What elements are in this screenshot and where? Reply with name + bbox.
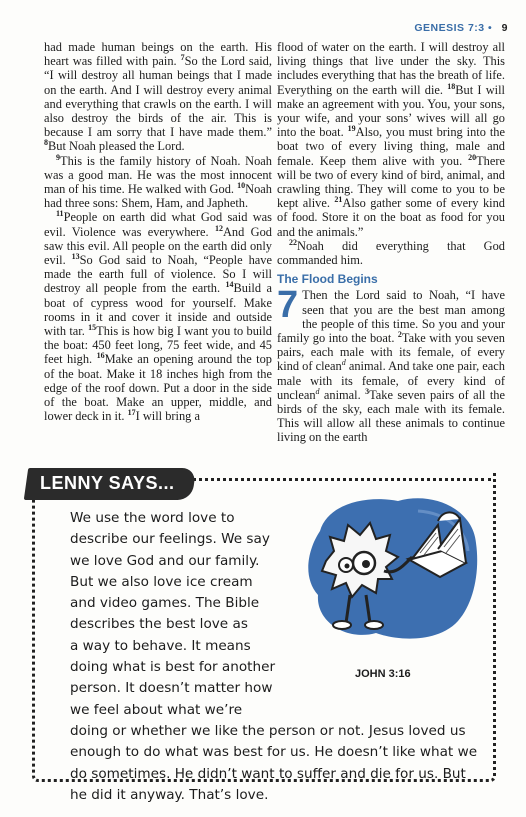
glossary-mark: d xyxy=(315,386,320,396)
chapter-dropcap: 7 xyxy=(277,284,299,327)
lenny-body-text xyxy=(70,508,490,806)
lenny-narrow-lines xyxy=(70,508,288,721)
paragraph: $^9$This is the family history of Noah. Noah was a good man. He was the most innocent man of his time. He walked with God. $^{10}$Noah had three sons: Shem, Ham, and Japheth. xyxy=(44,152,272,211)
verse-number: 19 xyxy=(347,124,356,134)
lenny-title: LENNY SAYS... xyxy=(40,473,175,493)
scripture-reference: JOHN 3:16 xyxy=(355,668,411,680)
text-line: person. It doesn’t matter how xyxy=(70,680,273,697)
text-line: enough to do what was best for us. He doesn’t like what we xyxy=(70,744,478,761)
paragraph: 7 Then the Lord said to Noah, “I have seen that you are the best man among the people of this time. So you and your family go into the boat. $^2$Take with you seven pairs, each male with its female, of every kind of clean$^d$ animal. And take one pair, each male with its female, of every kind of unclean$^d$ animal. $^3$Take seven pairs of all the birds of the sky, each male with its female. This will allow all these animals to continue living on the earth xyxy=(277,284,505,445)
head-separator: • xyxy=(488,22,493,34)
verse-number: 22 xyxy=(289,237,297,247)
lenny-wide-lines xyxy=(70,721,490,806)
verse-number: 10 xyxy=(237,180,246,190)
glossary-mark: d xyxy=(341,358,346,368)
verse-number: 11 xyxy=(56,209,64,219)
text-line: We use the word love to xyxy=(70,510,235,526)
paragraph: had made human beings on the earth. His heart was filled with pain. $^7$So the Lord said, “I will destroy all human beings that I made on the earth. And I will destroy every animal and everything that crawls on the earth. I will also destroy the birds of the air. This is because I am sorry that I have made them.” $^8$But Noah pleased the Lord. xyxy=(44,40,272,154)
text-line: a way to behave. It means xyxy=(70,637,251,654)
verse-number: 21 xyxy=(334,195,343,205)
verse-number: 7 xyxy=(180,53,185,63)
verse-number: 8 xyxy=(44,138,48,148)
verse-number: 12 xyxy=(214,223,223,233)
page-number: 9 xyxy=(501,22,508,34)
section-heading: The Flood Begins xyxy=(277,272,378,287)
verse-number: 16 xyxy=(96,351,105,361)
text-line: But we also love ice cream xyxy=(70,573,253,590)
paragraph: flood of water on the earth. I will destroy all living things that live under the sky. This includes everything that has the breath of life. Everything on the earth will die. $^{18}$But I will make an agreement with you. You, your sons, your wife, and your sons’ wives will all go into the boat. $^{19}$Also, you must bring into the boat two of every living thing, male and female. Keep them alive with you. $^{20}$There will be two of every kind of bird, animal, and crawling thing. They will come to you to be kept alive. $^{21}$Also gather some of every kind of food. Store it on the boat as food for you and the animals.” xyxy=(277,40,506,239)
verse-number: 13 xyxy=(71,251,80,261)
verse-number: 14 xyxy=(225,280,234,290)
verse-number: 18 xyxy=(447,81,456,91)
verse-number: 15 xyxy=(88,322,97,332)
text-line: we feel about what we’re xyxy=(70,701,243,718)
text-line: describes the best love as xyxy=(70,616,248,633)
chapter-reference: GENESIS 7:3 xyxy=(414,22,485,34)
paragraph: $^{11}$People on earth did what God said was evil. Violence was everywhere. $^{12}$And God saw this evil. All people on the earth did only evil. $^{13}$So God said to Noah, “People have made the earth full of violence. So I will destroy all people from the earth. $^{14}$Build a boat of cypress wood for yourself. Make rooms in it and cover it inside and outside with tar. $^{15}$This is how big I want you to build the boat: 450 feet long, 75 feet wide, and 45 feet high. $^{16}$Make an opening around the top of the boat. Make it 18 inches high from the edge of the roof down. Put a door in the side of the boat. Make an upper, middle, and lower deck in it. $^{17}$I will bring a xyxy=(44,209,272,424)
running-head xyxy=(414,22,508,34)
verse-number: 9 xyxy=(56,152,60,162)
left-column xyxy=(44,40,272,423)
verse-number: 3 xyxy=(365,386,370,396)
text-line: describe our feelings. We say xyxy=(70,531,270,548)
verse-number: 17 xyxy=(127,408,136,418)
text-line: we love God and our family. xyxy=(70,552,260,569)
text-line: doing or whether we like the person or not. Jesus loved us xyxy=(70,722,466,739)
right-column xyxy=(277,40,505,445)
box-top-border xyxy=(180,478,491,481)
text-line: do sometimes. He didn’t want to suffer and die for us. But xyxy=(70,765,466,782)
text-line: he did it anyway. That’s love. xyxy=(70,786,269,803)
text-line: and video games. The Bible xyxy=(70,595,260,612)
verse-number: 2 xyxy=(397,329,402,339)
verse-number: 20 xyxy=(468,152,477,162)
text-line: doing what is best for another xyxy=(70,659,276,676)
paragraph: $^{22}$Noah did everything that God commanded him. xyxy=(277,237,505,268)
